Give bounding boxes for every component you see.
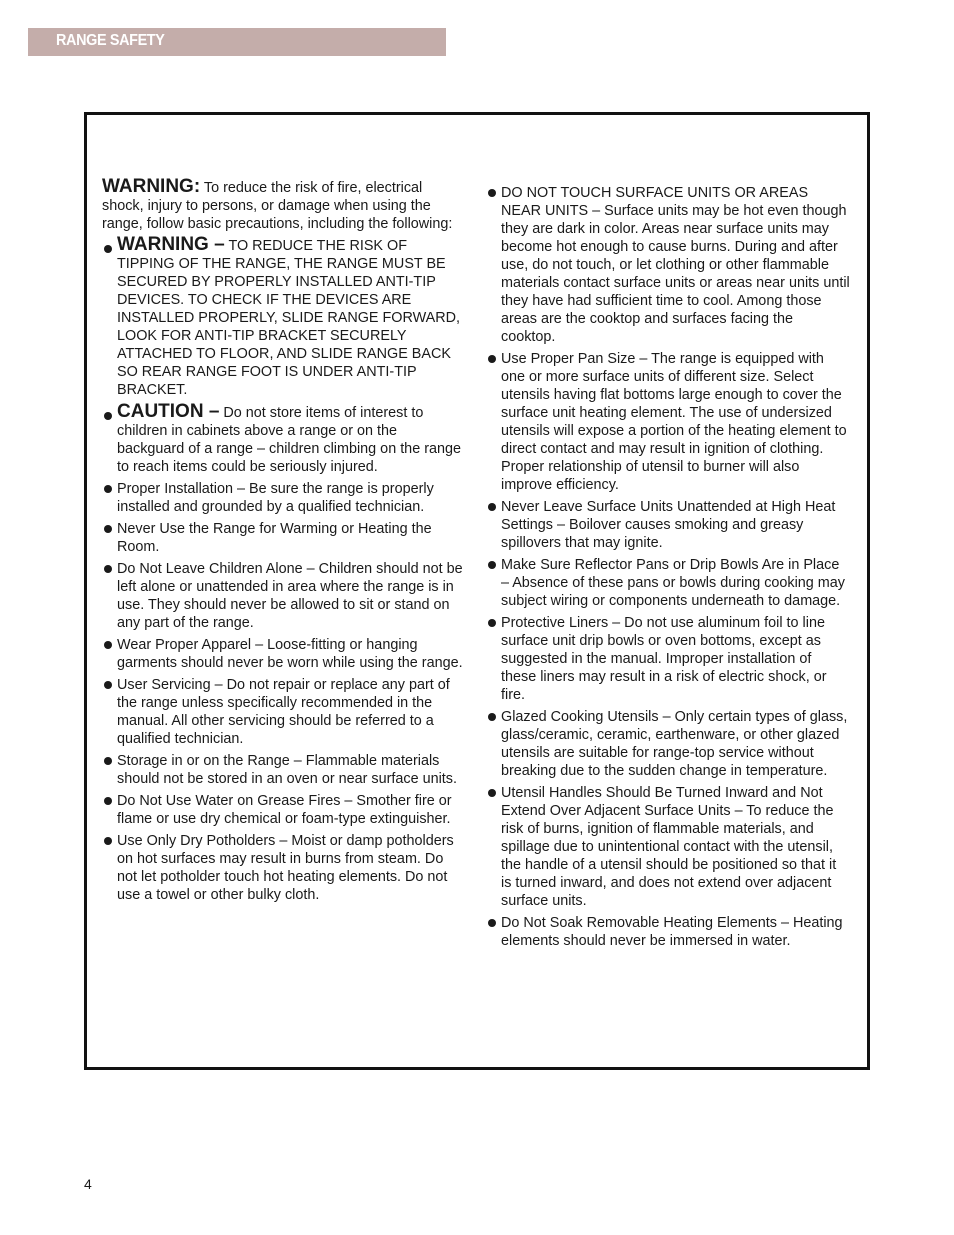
caution-label: CAUTION – <box>117 401 220 422</box>
bullet-icon <box>488 919 496 927</box>
list-item-reflector-pans <box>486 556 850 610</box>
bullet-icon <box>488 503 496 511</box>
intro-warning-text: To reduce the risk of fire, electrical shock, injury to persons, or damage when using the range, follow basic precautions, including the following: <box>102 180 453 232</box>
section-title: RANGE SAFETY <box>56 32 165 49</box>
bullet-icon <box>488 619 496 627</box>
list-item-children-alone <box>102 560 464 632</box>
intro-warning-label: WARNING: <box>102 176 201 197</box>
bullet-icon <box>488 561 496 569</box>
list-item-storage <box>102 752 464 788</box>
list-item-text: User Servicing – Do not repair or replace any part of the range unless specifically recommended in the manual. All other servicing should be referred to a qualified technician. <box>117 677 450 747</box>
bullet-icon <box>104 757 112 765</box>
list-item-dry-potholders <box>102 832 464 904</box>
bullet-icon <box>104 565 112 573</box>
list-item-user-servicing <box>102 676 464 748</box>
list-item-text: Use Only Dry Potholders – Moist or damp potholders on hot surfaces may result in burns from steam. Do not let potholder touch hot heating elements. Do not use a towel or other bulky cloth. <box>117 833 454 903</box>
bullet-icon <box>104 837 112 845</box>
list-item-text: Make Sure Reflector Pans or Drip Bowls Are in Place – Absence of these pans or bowls during cooking may subject wiring or components underneath to damage. <box>501 557 845 609</box>
list-item-anti-tip-warning <box>102 236 464 399</box>
left-column <box>102 178 464 908</box>
list-item-text: Utensil Handles Should Be Turned Inward and Not Extend Over Adjacent Surface Units – To reduce the risk of burns, ignition of flammable materials, and spillage due to unintentional contact with the utensil, the handle of a utensil should be positioned so that it is turned inward, and does not extend over adjacent surface units. <box>501 785 837 909</box>
list-item-text: Do Not Soak Removable Heating Elements – Heating elements should never be immersed in water. <box>501 915 843 949</box>
list-item-pan-size <box>486 350 850 494</box>
list-item-text: Do not store items of interest to children in cabinets above a range or on the backguard of a range – children climbing on the range to reach items could be seriously injured. <box>117 405 461 475</box>
list-item-grease-fires <box>102 792 464 828</box>
bullet-icon <box>104 525 112 533</box>
list-item-proper-apparel <box>102 636 464 672</box>
bullet-icon <box>104 485 112 493</box>
list-item-text: Never Leave Surface Units Unattended at High Heat Settings – Boilover causes smoking and greasy spillovers that may ignite. <box>501 499 836 551</box>
bullet-icon <box>488 355 496 363</box>
bullet-icon <box>104 797 112 805</box>
warning-label: WARNING – <box>117 234 225 255</box>
section-header-bar <box>28 28 446 56</box>
list-item-text: Wear Proper Apparel – Loose-fitting or hanging garments should never be worn while using the range. <box>117 637 463 671</box>
list-item-text: Glazed Cooking Utensils – Only certain types of glass, glass/ceramic, ceramic, earthenware, or other glazed utensils are suitable for range-top service without breaking due to the sudden change in temperature. <box>501 709 848 779</box>
list-item-text: DO NOT TOUCH SURFACE UNITS OR AREAS NEAR UNITS – Surface units may be hot even though they are dark in color. Areas near surface units may become hot enough to cause burns. During and after use, do not touch, or let clothing or other flammable materials contact surface units or areas near units until they have had sufficient time to cool. Among those areas are the cooktop and surfaces facing the cooktop. <box>501 185 850 345</box>
list-item-text: Do Not Leave Children Alone – Children should not be left alone or unattended in area where the range is in use. They should never be allowed to sit or stand on any part of the range. <box>117 561 463 631</box>
list-item-proper-installation <box>102 480 464 516</box>
list-item-protective-liners <box>486 614 850 704</box>
page-number: 4 <box>84 1176 92 1192</box>
list-item-text: Proper Installation – Be sure the range is properly installed and grounded by a qualified technician. <box>117 481 434 515</box>
list-item-no-room-heating <box>102 520 464 556</box>
list-item-do-not-touch <box>486 184 850 346</box>
list-item-caution <box>102 403 464 476</box>
list-item-utensil-handles <box>486 784 850 910</box>
bullet-icon <box>104 641 112 649</box>
list-item-text: TO REDUCE THE RISK OF TIPPING OF THE RANGE, THE RANGE MUST BE SECURED BY PROPERLY INSTALLED ANTI-TIP DEVICES. TO CHECK IF THE DEVICES ARE INSTALLED PROPERLY, SLIDE RANGE FORWARD, LOOK FOR ANTI-TIP BRACKET SECURELY ATTACHED TO FLOOR, AND SLIDE RANGE BACK SO REAR RANGE FOOT IS UNDER ANTI-TIP BRACKET. <box>117 238 461 398</box>
list-item-text: Never Use the Range for Warming or Heating the Room. <box>117 521 432 555</box>
right-column <box>486 184 850 954</box>
bullet-icon <box>488 189 496 197</box>
intro-paragraph <box>102 178 464 233</box>
list-item-unattended <box>486 498 850 552</box>
list-item-heating-elements <box>486 914 850 950</box>
bullet-icon <box>104 412 112 420</box>
bullet-icon <box>488 789 496 797</box>
bullet-icon <box>488 713 496 721</box>
list-item-text: Protective Liners – Do not use aluminum foil to line surface unit drip bowls or oven bottoms, except as suggested in the manual. Improper installation of these liners may result in a risk of electric shock, or fire. <box>501 615 827 703</box>
bullet-icon <box>104 681 112 689</box>
list-item-glazed-utensils <box>486 708 850 780</box>
list-item-text: Use Proper Pan Size – The range is equipped with one or more surface units of different size. Select utensils having flat bottoms large enough to cover the surface unit heating element. The use of undersized utensils will expose a portion of the heating element to direct contact and may result in ignition of clothing. Proper relationship of utensil to burner will also improve efficiency. <box>501 351 847 493</box>
list-item-text: Storage in or on the Range – Flammable materials should not be stored in an oven or near surface units. <box>117 753 457 787</box>
bullet-icon <box>104 245 112 253</box>
list-item-text: Do Not Use Water on Grease Fires – Smother fire or flame or use dry chemical or foam-type extinguisher. <box>117 793 452 827</box>
